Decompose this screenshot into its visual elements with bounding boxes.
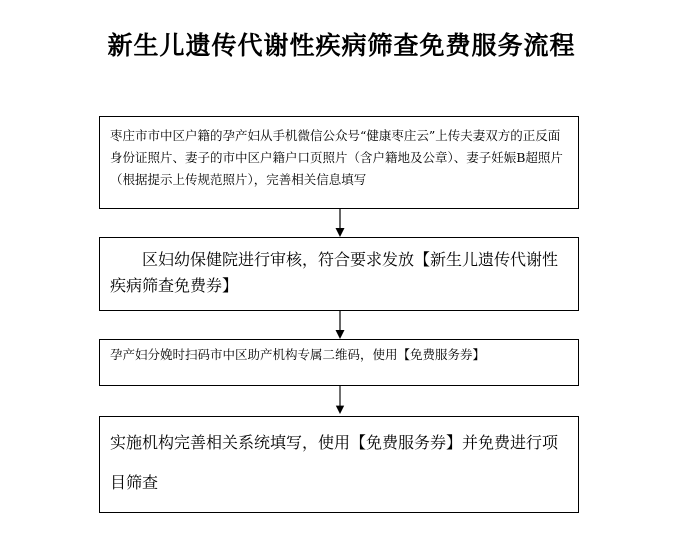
flowchart-title: 新生儿遗传代谢性疾病筛查免费服务流程 <box>107 31 576 60</box>
arrow-down-icon <box>333 209 347 237</box>
step-1-upload-documents: 枣庄市市中区户籍的孕产妇从手机微信公众号“健康枣庄云”上传夫妻双方的正反面身份证照片、妻子的市中区户籍户口页照片（含户籍地及公章）、妻子妊娠B超照片（根据提示上传规范照片），完善相关信息填写 <box>99 116 579 209</box>
step-2-review-and-issue-voucher: 区妇幼保健院进行审核，符合要求发放【新生儿遗传代谢性疾病筛查免费券】 <box>99 237 579 311</box>
step-4-free-screening: 实施机构完善相关系统填写，使用【免费服务券】并免费进行项目筛查 <box>99 416 579 513</box>
arrow-down-icon <box>333 386 347 414</box>
arrow-down-icon <box>333 311 347 339</box>
step-3-scan-qr-code: 孕产妇分娩时扫码市中区助产机构专属二维码，使用【免费服务券】 <box>99 339 579 386</box>
